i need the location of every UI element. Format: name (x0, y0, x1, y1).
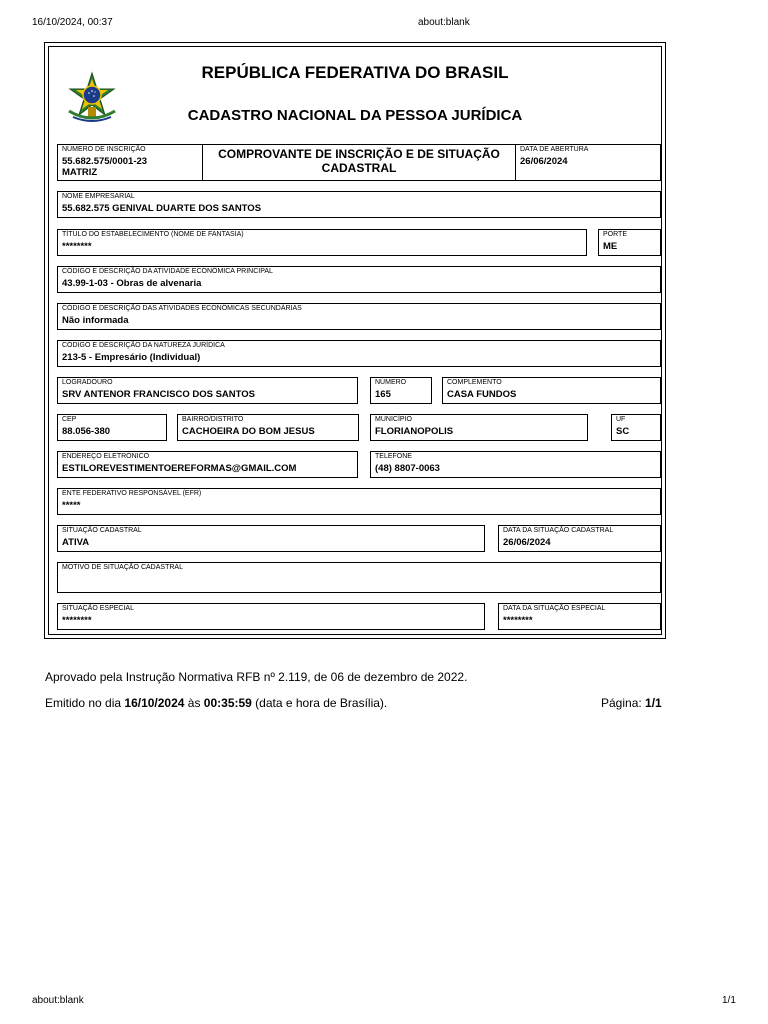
field-label: DATA DA SITUAÇÃO CADASTRAL (503, 527, 614, 534)
field-label: MOTIVO DE SITUAÇÃO CADASTRAL (62, 564, 183, 571)
emission-date: 16/10/2024 (124, 696, 185, 710)
field-inscricao (57, 144, 203, 181)
emission-mid: às (184, 696, 204, 710)
field-nome-fantasia (57, 229, 587, 256)
field-nome-empresarial (57, 191, 661, 218)
print-footer-url: about:blank (32, 995, 84, 1006)
approval-note: Aprovado pela Instrução Normativa RFB nº 2.119, de 06 de dezembro de 2022. (45, 670, 468, 684)
field-label: TÍTULO DO ESTABELECIMENTO (NOME DE FANTASIA) (62, 231, 244, 238)
field-data-situacao (498, 525, 661, 552)
field-value: SRV ANTENOR FRANCISCO DOS SANTOS (62, 389, 256, 400)
field-value: (48) 8807-0063 (375, 463, 440, 474)
field-atividades-secundarias (57, 303, 661, 330)
field-situacao-cadastral (57, 525, 485, 552)
field-label: SITUAÇÃO CADASTRAL (62, 527, 142, 534)
print-footer-page: 1/1 (722, 995, 736, 1006)
registry-title: CADASTRO NACIONAL DA PESSOA JURÍDICA (187, 107, 523, 124)
inscricao-type: MATRIZ (62, 167, 98, 178)
document-inner-frame (48, 46, 662, 635)
field-abertura (515, 144, 661, 181)
field-value: 213-5 - Empresário (Individual) (62, 352, 201, 363)
emission-time: 00:35:59 (203, 696, 252, 710)
field-label: CÓDIGO E DESCRIÇÃO DA NATUREZA JURÍDICA (62, 342, 225, 349)
field-value: 43.99-1-03 - Obras de alvenaria (62, 278, 202, 289)
emission-prefix: Emitido no dia (45, 696, 125, 710)
field-label: NOME EMPRESARIAL (62, 193, 135, 200)
field-bairro (177, 414, 359, 441)
field-porte (598, 229, 661, 256)
field-value: ME (603, 241, 618, 252)
page-indicator (601, 696, 662, 710)
field-complemento (442, 377, 661, 404)
print-datetime: 16/10/2024, 00:37 (32, 17, 113, 28)
field-label: NÚMERO (375, 379, 407, 386)
field-logradouro (57, 377, 358, 404)
field-atividade-principal (57, 266, 661, 293)
comprovante-title-box (202, 144, 516, 181)
field-label: PORTE (603, 231, 627, 238)
document-frame (44, 42, 666, 639)
field-email (57, 451, 358, 478)
field-municipio (370, 414, 588, 441)
field-value: FLORIANOPOLIS (375, 426, 454, 437)
field-value: 55.682.575 GENIVAL DUARTE DOS SANTOS (62, 203, 262, 214)
field-label: MUNICÍPIO (375, 416, 412, 423)
emission-suffix: (data e hora de Brasília). (251, 696, 388, 710)
field-data-situacao-especial (498, 603, 661, 630)
field-label: CÓDIGO E DESCRIÇÃO DAS ATIVIDADES ECONÔMICAS SECUNDÁRIAS (62, 305, 302, 312)
field-value: 88.056-380 (62, 426, 111, 437)
field-efr (57, 488, 661, 515)
field-value: ***** (62, 500, 81, 511)
field-cep (57, 414, 167, 441)
page-value: 1/1 (645, 696, 662, 710)
field-value: CASA FUNDOS (447, 389, 517, 400)
field-value: 26/06/2024 (503, 537, 551, 548)
field-label: CEP (62, 416, 77, 423)
field-value: ATIVA (62, 537, 90, 548)
republic-title: REPÚBLICA FEDERATIVA DO BRASIL (201, 63, 509, 82)
field-label: DATA DA SITUAÇÃO ESPECIAL (503, 605, 606, 612)
field-value: Não informada (62, 315, 129, 326)
field-label: UF (616, 416, 626, 423)
field-value: ******** (62, 241, 92, 252)
field-label: DATA DE ABERTURA (520, 146, 589, 153)
field-value: CACHOEIRA DO BOM JESUS (182, 426, 315, 437)
field-telefone (370, 451, 661, 478)
comprovante-line2: CADASTRAL (321, 161, 397, 175)
field-label: LOGRADOURO (62, 379, 113, 386)
field-motivo-situacao (57, 562, 661, 593)
field-uf (611, 414, 661, 441)
field-value: 165 (375, 389, 391, 400)
field-label: BAIRRO/DISTRITO (182, 416, 244, 423)
page-label: Página: (601, 696, 646, 710)
inscricao-number: 55.682.575/0001-23 (62, 156, 148, 167)
field-numero (370, 377, 432, 404)
field-label: NÚMERO DE INSCRIÇÃO (62, 146, 146, 153)
field-natureza-juridica (57, 340, 661, 367)
emission-note (45, 696, 387, 710)
field-label: ENDEREÇO ELETRÔNICO (62, 453, 150, 460)
field-label: COMPLEMENTO (447, 379, 502, 386)
field-label: TELEFONE (375, 453, 412, 460)
field-label: SITUAÇÃO ESPECIAL (62, 605, 134, 612)
field-value: ******** (62, 615, 92, 626)
field-value: SC (616, 426, 630, 437)
field-value: ******** (503, 615, 533, 626)
field-label: CÓDIGO E DESCRIÇÃO DA ATIVIDADE ECONÔMICA PRINCIPAL (62, 268, 273, 275)
field-value: 26/06/2024 (520, 156, 568, 167)
field-value: ESTILOREVESTIMENTOEREFORMAS@GMAIL.COM (62, 463, 297, 474)
field-situacao-especial (57, 603, 485, 630)
comprovante-line1: COMPROVANTE DE INSCRIÇÃO E DE SITUAÇÃO (218, 147, 500, 161)
print-url: about:blank (418, 17, 470, 28)
field-label: ENTE FEDERATIVO RESPONSÁVEL (EFR) (62, 490, 202, 497)
